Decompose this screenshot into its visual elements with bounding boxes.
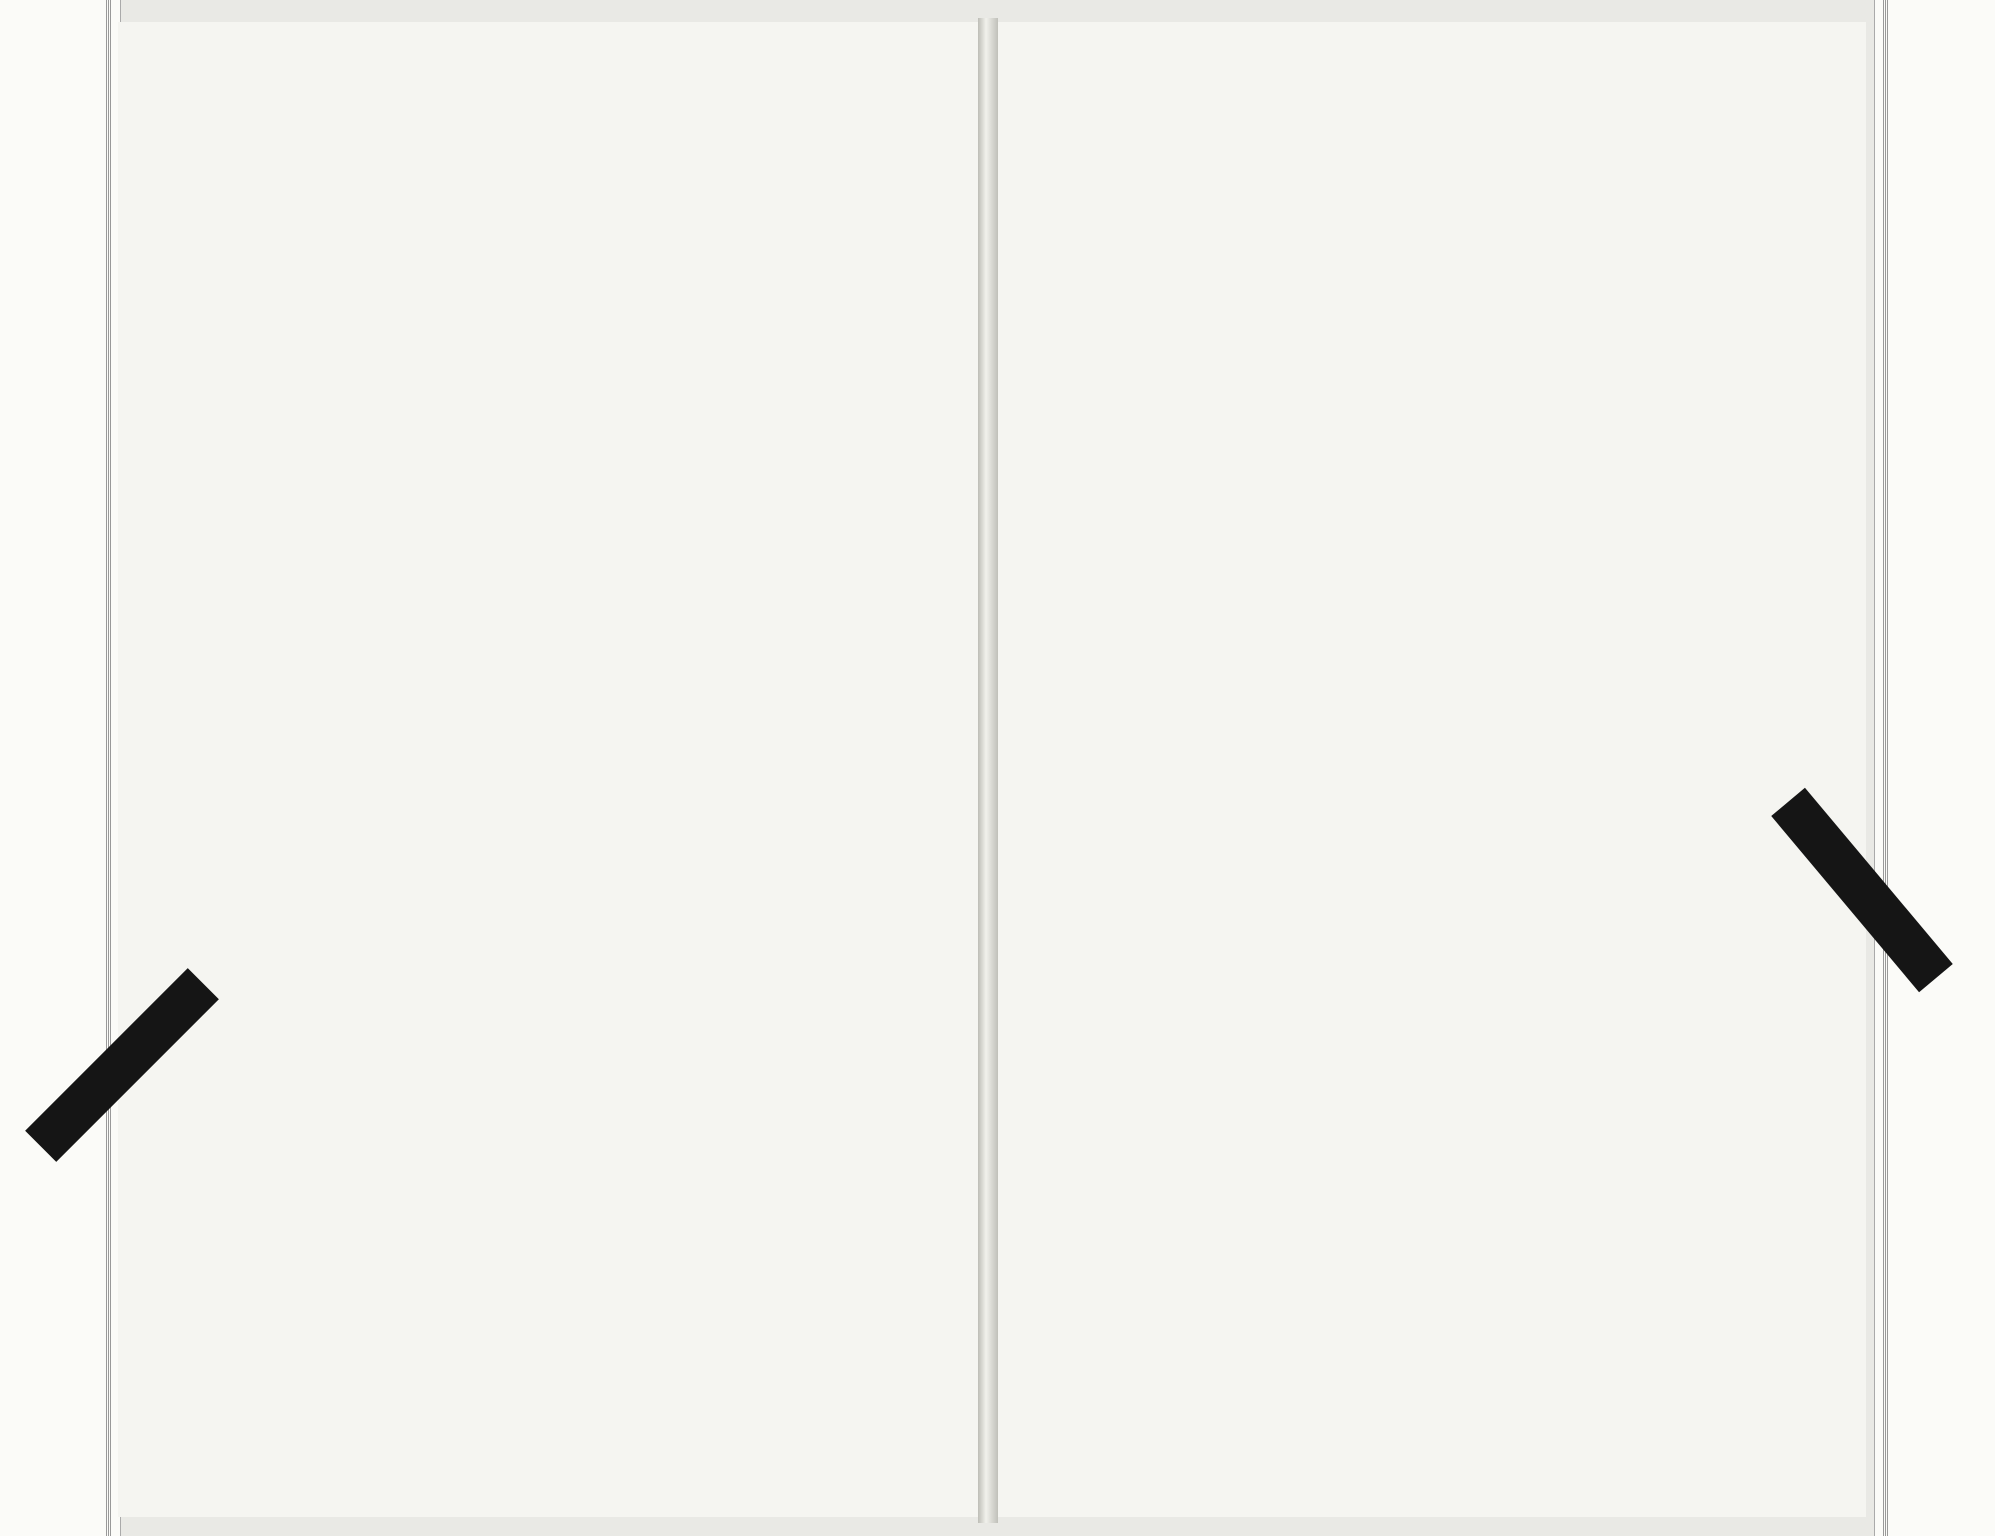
right-book-edge — [1874, 0, 1995, 1536]
right-page — [986, 22, 1866, 1517]
left-page — [118, 22, 987, 1517]
left-book-edge — [0, 0, 121, 1536]
book-spine — [978, 18, 998, 1523]
